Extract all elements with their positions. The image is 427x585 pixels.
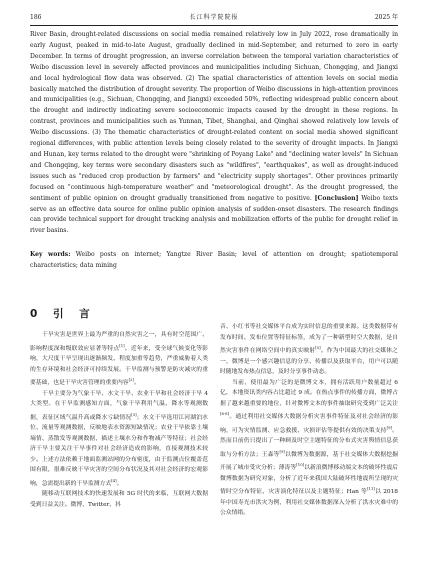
- text-run: 以 2018 年中国寿光市洪灾为例，利用社交媒体数据深入分析了洪水灾难中的公众情绪。: [220, 489, 398, 517]
- text-run: 干旱主要分为气象干旱、水文干旱、农业干旱和社会经济干旱 4 大类型。在干旱监测感知方面，气象干旱利用气温、降水等观测数据，表征区域气温升高或降水亏缺情况: [30, 390, 208, 421]
- left-paragraph-3: 随移动互联网技术的快速发展和 5G 时代的来临，互联网大数据受到日益关注。微博、Twitter、抖: [30, 491, 208, 508]
- text-run: 。作为中国最大的社交媒体之一，微博是一个感兴趣信息的分享、传播以及获取平台，用户可以随时随地发布热点信息，及时分享事件动态。: [220, 348, 398, 376]
- text-run: 干旱灾害是世界上最为严重的自然灾害之一，具有时空范围广、影响程度深和级联效应显著等特点: [30, 332, 208, 352]
- right-paragraph-1: [220, 378, 398, 519]
- citation: [11]: [367, 486, 375, 492]
- citation: [10]: [296, 462, 305, 468]
- text-run: 。: [116, 480, 123, 487]
- left-paragraph-1: [30, 330, 208, 389]
- journal-year: 2025 年: [374, 14, 398, 21]
- text-run: 。通过利用社交媒体大数据分析灾害事件特征及对社会经济的影响，可为灾情监测、应急救援、灾损评估等提供有效的决策支持: [220, 414, 398, 434]
- text-run: 。近年来，受全球气候变化等影响，大尺度干旱呈现出逐渐频发、程度加重等趋势，严重威胁着人类的生存环境和社会经济可持续发展。干旱监测与预警是防灾减灾的重要基础，也是干旱灾害管理的重要内容: [30, 345, 208, 387]
- header-rule: [30, 25, 398, 26]
- abstract: [30, 30, 398, 237]
- section-number: 0: [30, 308, 44, 320]
- abstract-text: River Basin, drought-related discussions on social media remained relatively low in July 2022, rose dramatically in early August, peaked in mid-to-late August, gradually declined in mid-September, and returned to zero in early December. In terms of drought progression, an inverse correlation between the temporal variation characteristics of Weibo discussion level in severely affected provinces and municipalities including Sichuan, Chongqing, and Jiangxi and local hydrological flow data was observed. (2) The spatial characteristics of attention levels on social media basically matched the distribution of drought severity. The proportion of Weibo discussions in high-attention provinces and municipalities (e.g., Sichuan, Chongqing, and Jiangxi) exceeded 50%, reflecting widespread public concern about the drought and indirectly indicating severe socioeconomic impacts caused by the drought in these regions. In contrast, provinces and municipalities such as Yunnan, Tibet, Shanghai, and Qinghai showed relatively low levels of Weibo discussions. (3) The thematic characteristics of drought-related content on social media showed significant regional differences, with public attention levels being closely related to the severity of drought impacts. In Jiangxi and Hunan, key terms related to the drought were "shrinking of Poyang Lake" and "declining water levels" In Sichuan and Chongqing, key terms were secondary disasters such as "wildfires", "earthquakes", as well as drought-induced issues such as "reduced crop production by farmers" and "electricity supply shortages". Other provinces primarily focused on "continuous high-temperature weather" and "meteorological drought". As the drought progressed, the sentiment of public opinion on drought gradually transitioned from negative to positive.: [30, 31, 398, 202]
- keywords-text: Weibo posts on internet; Yangtze River Basin; level of attention on drought; spatiotemporal characteristics; data mining: [30, 251, 398, 269]
- citation: [3]: [131, 411, 137, 417]
- page-number: 186: [30, 14, 42, 21]
- keywords-label: Key words:: [30, 251, 71, 258]
- text-run: 以新浪微博移动端文本的破坏性震后微博数据为研究对象，分析了近年来我国大陆破坏性地震所呈现的灾情时空分布特征、灾害演化特征以及主题特征；Han 等: [220, 465, 398, 496]
- right-paragraph-0: [220, 322, 398, 378]
- keywords: [30, 250, 398, 272]
- citation: [1]: [119, 342, 125, 348]
- journal-title: 长江科学院院报: [189, 14, 239, 21]
- page-header: [30, 12, 398, 24]
- left-paragraph-2: [30, 389, 208, 490]
- section-heading: [30, 306, 96, 321]
- conclusion-label: [Conclusion]: [314, 194, 359, 202]
- citation: [9]: [386, 424, 393, 430]
- text-run: 。: [133, 380, 140, 387]
- text-run: 当前，使用最为广泛的是微博文本，拥有活跃用户数量超过 6 亿，本地资讯类内容占比超过 9 成。在热点事件的传播方面，微博占据了越来越重要的地位，针对微博文本的事件抽取研究受到广泛关注: [220, 379, 398, 407]
- conclusion-text: Weibo texts serve as an effective data source for online public opinion analysis of sudden-onset disasters. The research findings can provide technical support for drought tracking analysis and mobilization efforts of the public for drought relief in river basins.: [30, 194, 399, 235]
- text-run: 以微博为数据源，基于社交媒体大数据挖掘开展了城市受灾分析；薄涛等: [220, 451, 398, 472]
- text-run: 。然而目前仍只提出了一种顾及时空主题特征的分布式灾害舆情信息获取与分析方法；王森等: [220, 427, 398, 458]
- citation: [4]: [111, 477, 117, 483]
- citation: [2]: [128, 377, 134, 383]
- text-run: ；水文干旱选用江河湖泊水位、流量等观测数据，反映地表水资源短缺情况；农业干旱依靠土壤墒情、蒸散发等观测数据，描述土壤水分和作物减产等特征；社会经济干旱主要关注干旱事件对社会经济造成的影响，直接观测技术较少。上述方法依赖于地面监测站网的分布密度，由于监测点位覆盖范围有限，很难反映干旱灾害的空间分布状况及其对社会经济的宏观影响，急需提出新的干旱监测方式: [30, 414, 208, 487]
- left-column: [30, 330, 208, 510]
- text-run: 音、小红书等社交媒体平台成为实时信息的重要来源。这类数据带有发布时间、发布位置等特征标签，成为了一种新型时空大数据，是自然灾害事件在网络空间中的真实映射: [220, 324, 398, 355]
- section-title: 引 言: [52, 308, 96, 320]
- right-column: [220, 322, 398, 519]
- citation: [6-8]: [220, 411, 230, 417]
- citation: [9]: [279, 448, 285, 454]
- citation: [5]: [315, 345, 321, 351]
